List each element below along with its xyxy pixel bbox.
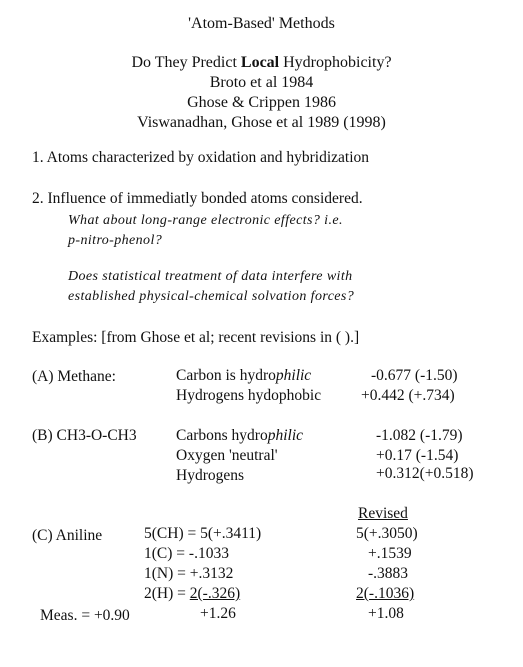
aniline-row-h-prefix: 2(H) =: [144, 585, 190, 602]
aniline-row-ch: 5(CH) = 5(+.3411): [144, 525, 262, 542]
aniline-row-n-revised: -.3883: [368, 565, 409, 582]
example-a-row-1-value: -0.677 (-1.50): [371, 367, 458, 384]
aniline-row-n: 1(N) = +.3132: [144, 565, 234, 582]
ref-broto: Broto et al 1984: [209, 74, 314, 91]
aniline-row-h-underlined: 2(-.326): [189, 585, 241, 602]
aniline-row-h-revised: 2(-.1036): [356, 585, 415, 602]
question-line: [0, 55, 523, 71]
question-emphasis: Local: [240, 54, 280, 71]
example-a-row-1-prefix: Carbon is hydro: [176, 367, 276, 384]
example-b-row-2-value: +0.17 (-1.54): [376, 447, 459, 464]
measured-value: Meas. = +0.90: [40, 607, 130, 624]
aniline-row-c-revised: +.1539: [368, 545, 412, 562]
example-b-row-1-prefix: Carbons hydro: [176, 427, 268, 444]
question-2-line-2: established physical-chemical solvation forces?: [68, 289, 355, 304]
example-c-label: (C) Aniline: [32, 527, 103, 544]
aniline-sum-revised: +1.08: [368, 605, 404, 622]
aniline-row-h: [144, 586, 240, 602]
question-1-line-1: What about long-range electronic effects? i.e.: [68, 213, 343, 228]
ref-ghose-crippen: Ghose & Crippen 1986: [187, 94, 336, 111]
question-1-line-2: p-nitro-phenol?: [68, 233, 163, 248]
aniline-row-ch-revised: 5(+.3050): [356, 525, 418, 542]
revised-header: Revised: [358, 505, 408, 522]
example-a-label: (A) Methane:: [32, 368, 116, 385]
example-b-row-1-italic: philic: [267, 427, 304, 444]
question-prefix: Do They Predict: [131, 54, 241, 71]
example-b-row-3-value: +0.312(+0.518): [376, 465, 474, 482]
example-b-label: (B) CH3-O-CH3: [32, 427, 137, 444]
example-b-row-1-value: -1.082 (-1.79): [376, 427, 463, 444]
point-1: 1. Atoms characterized by oxidation and hybridization: [32, 149, 370, 166]
example-a-row-1-text: [176, 368, 311, 384]
ref-viswanadhan: Viswanadhan, Ghose et al 1989 (1998): [137, 114, 386, 131]
examples-heading: Examples: [from Ghose et al; recent revisions in ( ).]: [32, 329, 360, 346]
example-a-row-2-text: Hydrogens hydophobic: [176, 387, 322, 404]
example-b-row-3-text: Hydrogens: [176, 467, 245, 484]
aniline-row-c: 1(C) = -.1033: [144, 545, 229, 562]
example-b-row-2-text: Oxygen 'neutral': [176, 447, 278, 464]
point-2: 2. Influence of immediatly bonded atoms considered.: [32, 190, 363, 207]
question-suffix: Hydrophobicity?: [279, 54, 392, 71]
example-a-row-2-value: +0.442 (+.734): [361, 387, 455, 404]
question-2-line-1: Does statistical treatment of data interfere with: [68, 269, 353, 284]
example-b-row-1-text: [176, 428, 303, 444]
aniline-sum-original: +1.26: [200, 605, 236, 622]
example-a-row-1-italic: philic: [275, 367, 312, 384]
page-title: 'Atom-Based' Methods: [188, 15, 335, 32]
